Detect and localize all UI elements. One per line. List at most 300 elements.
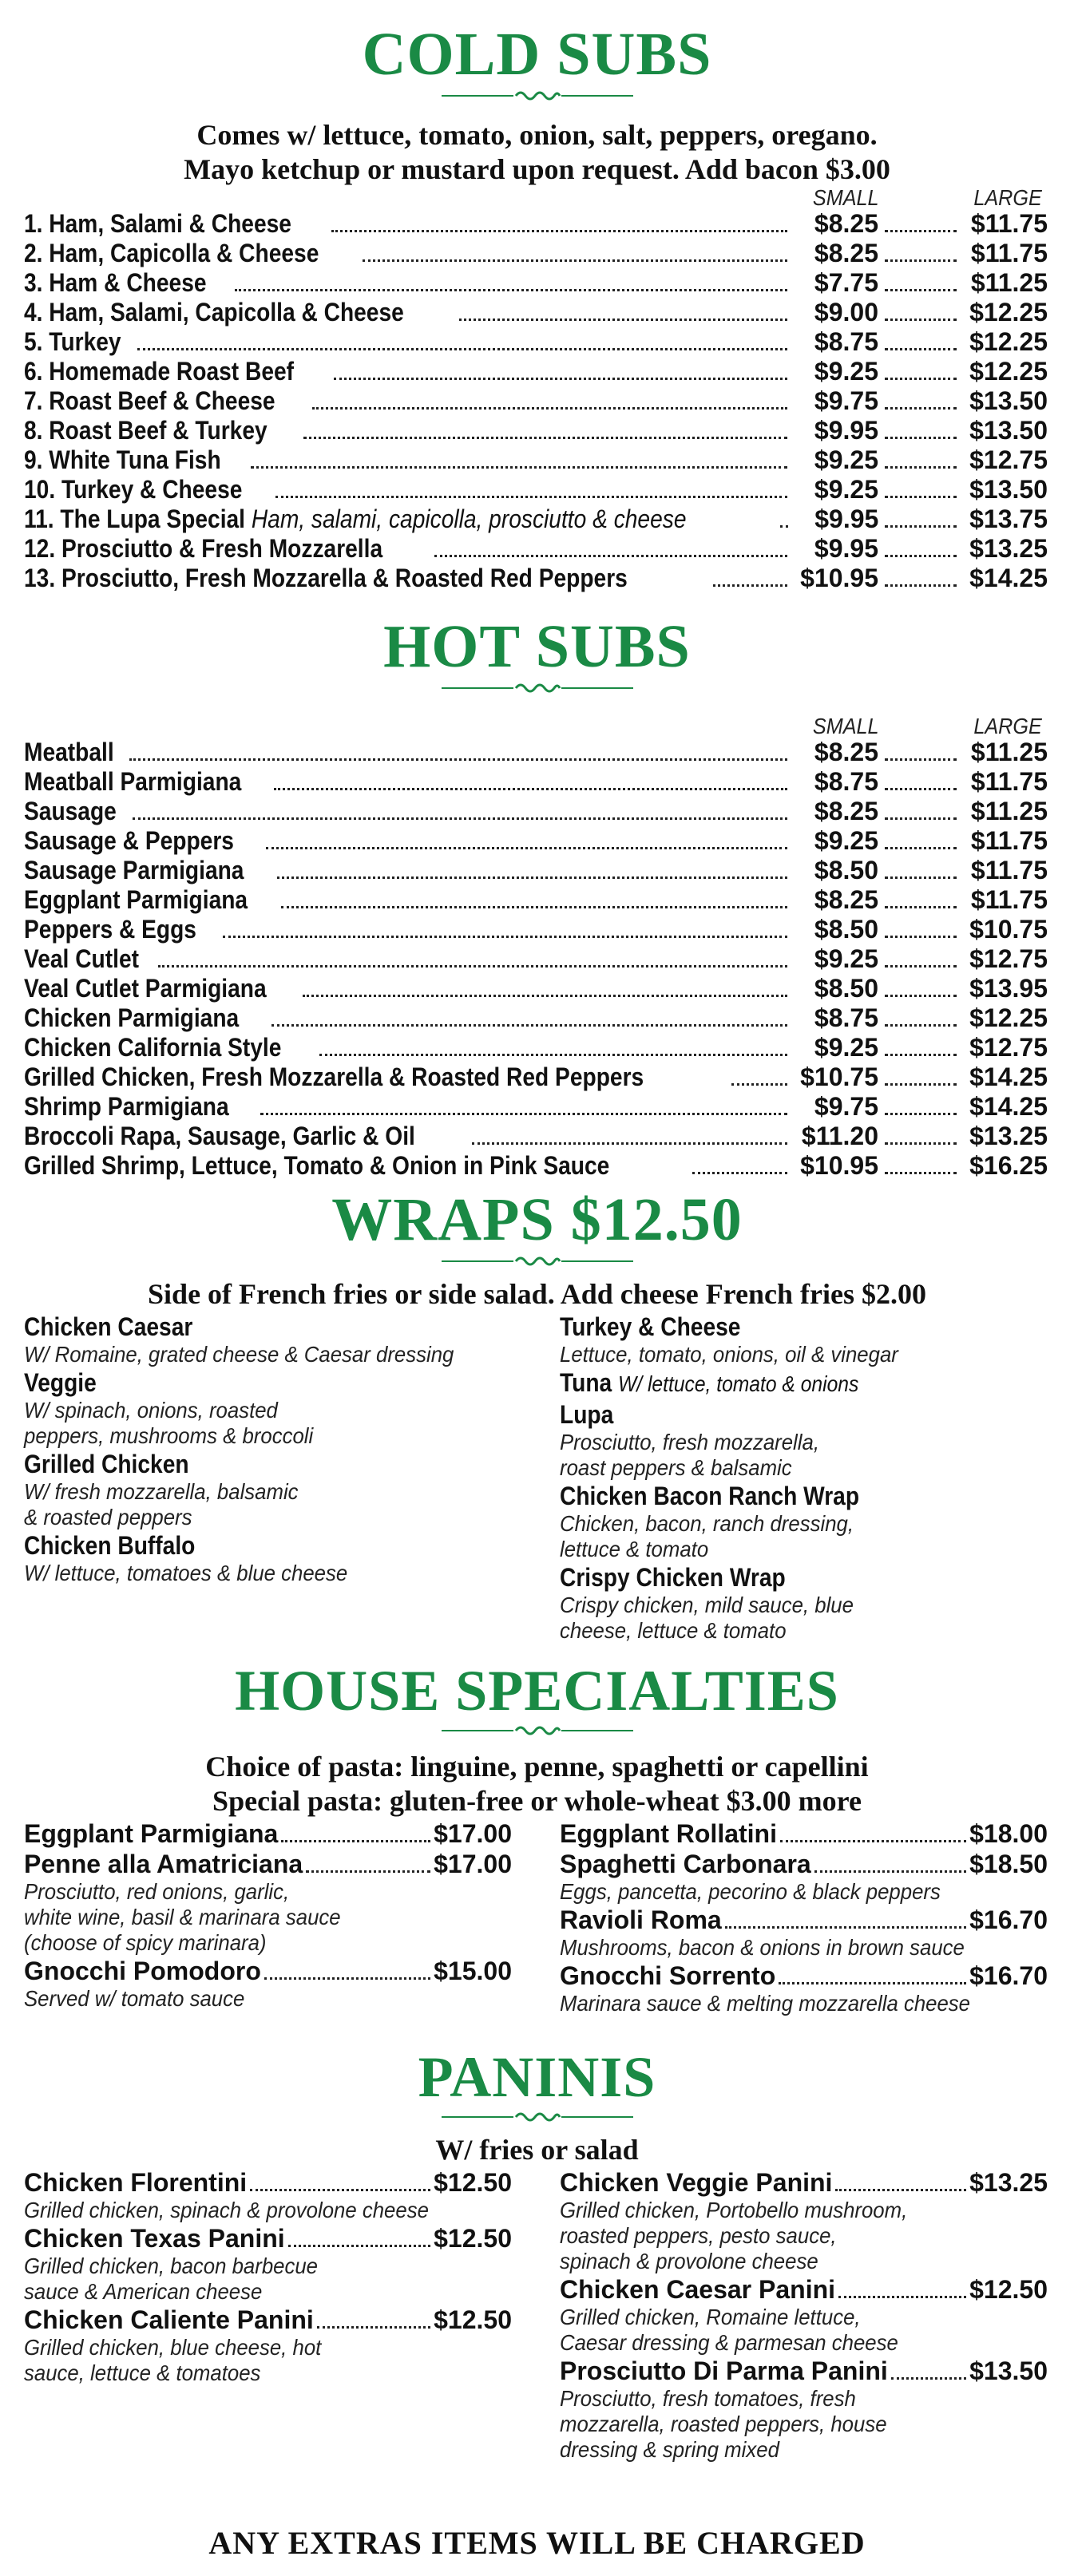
large-price: $12.25 [969, 1003, 1048, 1032]
menu-item-row [24, 357, 1048, 386]
item-name [24, 268, 207, 298]
hot-subs-section [0, 613, 1074, 1181]
house-list [24, 1818, 1048, 2016]
item-description: Grilled chicken, spinach & provolone cheese [24, 2198, 429, 2223]
item-name-text: 8. Roast Beef & Turkey [24, 416, 268, 445]
small-column-label: SMALL [812, 185, 879, 211]
ornament-divider-icon [438, 1723, 637, 1739]
small-price: $8.75 [814, 767, 878, 796]
small-price: $7.75 [814, 268, 878, 298]
item-name [24, 1062, 644, 1092]
large-price: $12.75 [969, 1033, 1048, 1062]
item-name [24, 797, 117, 826]
house-right-column [560, 1818, 1048, 2016]
item-name: Prosciutto Di Parma Panini [560, 2356, 888, 2386]
small-price: $9.25 [814, 944, 878, 973]
item-name-text: Meatball [24, 738, 114, 766]
dot-leader [250, 2189, 430, 2191]
menu-item-row [24, 944, 1048, 974]
dot-leader [277, 876, 787, 879]
small-price: $9.00 [814, 298, 878, 327]
dot-leader [713, 584, 787, 587]
large-price: $12.25 [969, 327, 1048, 357]
item-description: Prosciutto, fresh tomatoes, fresh mozzarella, roasted peppers, house dressing & spring mixed [560, 2386, 887, 2463]
hot-subs-column-headers [126, 715, 1048, 738]
dot-leader [885, 1172, 957, 1174]
item-name-text: 1. Ham, Salami & Cheese [24, 209, 291, 239]
item-name-text: Sausage [24, 797, 117, 825]
menu-item-row [24, 885, 1048, 915]
cold-subs-note-1: Comes w/ lettuce, tomato, onion, salt, peppers, oregano. [196, 119, 878, 151]
item-price: $12.50 [434, 2168, 512, 2198]
dot-leader [885, 1024, 957, 1027]
menu-item-row [560, 2356, 1048, 2386]
dot-leader [223, 936, 787, 938]
item-name: Chicken Florentini [24, 2168, 248, 2198]
dot-leader [885, 758, 957, 761]
dot-leader [133, 817, 787, 820]
item-name-text: 10. Turkey & Cheese [24, 475, 243, 505]
dot-leader [472, 1142, 787, 1145]
paninis-list [24, 2167, 1048, 2463]
item-name [24, 885, 248, 915]
dot-leader [885, 437, 957, 439]
item-description: Lettuce, tomato, onions, oil & vinegar [560, 1342, 898, 1367]
item-name [24, 1530, 454, 1561]
large-price: $11.25 [970, 738, 1048, 766]
item-name-text: 4. Ham, Salami, Capicolla & Cheese [24, 298, 404, 327]
item-name [24, 564, 628, 593]
item-name [24, 239, 319, 268]
item-name-text: 9. White Tuna Fish [24, 445, 221, 475]
item-name-text: Grilled Shrimp, Lettuce, Tomato & Onion in Pink Sauce [24, 1151, 610, 1180]
large-column-label: LARGE [973, 714, 1042, 738]
item-name [24, 298, 404, 327]
dot-leader [885, 348, 957, 350]
small-price: $10.95 [800, 564, 878, 593]
item-description: Grilled chicken, bacon barbecue sauce & American cheese [24, 2254, 319, 2305]
dot-leader [317, 2326, 430, 2329]
item-name: Chicken Caliente Panini [24, 2305, 314, 2335]
dot-leader [885, 1142, 957, 1145]
dot-leader [885, 876, 957, 879]
small-price: $9.95 [814, 534, 878, 564]
dot-leader [303, 437, 787, 439]
item-name [24, 738, 114, 767]
house-note-1: Choice of pasta: linguine, penne, spaghetti or capellini [205, 1751, 869, 1783]
item-price: $18.00 [969, 1819, 1048, 1849]
menu-item-row [24, 974, 1048, 1003]
item-name: Eggplant Parmigiana [24, 1819, 279, 1849]
cold-subs-title: COLD SUBS [362, 21, 712, 88]
dot-leader [885, 788, 957, 790]
dot-leader [281, 906, 787, 908]
paninis-note: W/ fries or salad [435, 2134, 639, 2166]
dot-leader [885, 525, 957, 528]
item-name: Penne alla Amatriciana [24, 1850, 303, 1879]
item-name [24, 386, 275, 416]
item-description: W/ fresh mozzarella, balsamic & roasted peppers [24, 1479, 299, 1530]
item-name [24, 1367, 454, 1398]
item-price: $16.70 [969, 1961, 1048, 1991]
item-name [560, 1481, 989, 1511]
menu-item-row [24, 767, 1048, 797]
small-price: $10.95 [800, 1151, 878, 1180]
item-description: Grilled chicken, Portobello mushroom, roasted peppers, pesto sauce, spinach & provolone cheese [560, 2198, 908, 2274]
item-name-text: Shrimp Parmigiana [24, 1092, 229, 1121]
large-price: $11.75 [970, 885, 1048, 914]
item-price: $12.50 [434, 2305, 512, 2335]
small-price: $8.50 [814, 856, 878, 884]
item-name [24, 915, 196, 944]
menu-item-row [24, 856, 1048, 885]
item-name [24, 505, 686, 534]
item-price: $12.50 [434, 2224, 512, 2254]
small-price: $8.75 [814, 1003, 878, 1032]
item-description: W/ lettuce, tomato & onions [617, 1371, 859, 1397]
item-name-text: Veggie [24, 1368, 97, 1398]
paninis-right-column [560, 2167, 1048, 2463]
menu-item-row [560, 1818, 1048, 1849]
large-price: $11.75 [970, 856, 1048, 884]
large-price: $12.25 [969, 298, 1048, 327]
item-name-text: Sausage Parmigiana [24, 856, 244, 884]
dot-leader [885, 230, 957, 232]
item-name [24, 1449, 454, 1479]
large-price: $11.25 [970, 797, 1048, 825]
item-name [24, 475, 242, 505]
item-name-text: Chicken Bacon Ranch Wrap [560, 1482, 860, 1511]
large-price: $14.25 [969, 1092, 1048, 1121]
dot-leader [885, 555, 957, 557]
dot-leader [434, 555, 787, 557]
menu-item-row [24, 416, 1048, 445]
item-name-text: 6. Homemade Roast Beef [24, 357, 295, 386]
large-price: $11.75 [970, 239, 1048, 268]
dot-leader [137, 348, 787, 350]
large-price: $10.75 [969, 915, 1048, 944]
item-name-text: 11. The Lupa Special [24, 505, 246, 534]
menu-item-row [24, 1033, 1048, 1062]
item-name [24, 445, 221, 475]
dot-leader [885, 407, 957, 410]
item-price: $16.70 [969, 1905, 1048, 1935]
dot-leader [885, 995, 957, 997]
large-price: $16.25 [969, 1151, 1048, 1180]
small-column-label: SMALL [812, 714, 879, 738]
small-price: $10.75 [800, 1062, 878, 1091]
menu-item-row [24, 327, 1048, 357]
house-note-2: Special pasta: gluten-free or whole-wheat $3.00 more [212, 1785, 862, 1818]
extras-charged-notice: ANY EXTRAS ITEMS WILL BE CHARGED [208, 2525, 866, 2561]
small-price: $9.75 [814, 1092, 878, 1121]
large-column-label: LARGE [973, 185, 1042, 211]
item-name: Chicken Texas Panini [24, 2224, 285, 2254]
item-name [24, 1122, 415, 1151]
item-name [560, 1312, 989, 1342]
wraps-note: Side of French fries or side salad. Add cheese French fries $2.00 [148, 1278, 926, 1310]
item-name-text: Meatball Parmigiana [24, 767, 242, 796]
large-price: $12.75 [969, 944, 1048, 973]
dot-leader [885, 817, 957, 820]
dot-leader [692, 1172, 787, 1174]
dot-leader [885, 847, 957, 849]
menu-item-row [24, 1151, 1048, 1181]
small-price: $9.25 [814, 475, 878, 505]
menu-item-row [24, 2167, 512, 2198]
menu-item-row [24, 209, 1048, 239]
menu-item-row [560, 1961, 1048, 1991]
paninis-title: PANINIS [418, 2045, 656, 2109]
dot-leader [319, 1054, 787, 1056]
dot-leader [885, 496, 957, 498]
menu-item-row [24, 1062, 1048, 1092]
ornament-divider-icon [438, 1253, 637, 1269]
small-price: $8.25 [814, 239, 878, 268]
item-name-text: Chicken California Style [24, 1033, 282, 1062]
small-price: $8.75 [814, 327, 878, 357]
wraps-right-column [560, 1312, 1048, 1644]
item-name-text: Eggplant Parmigiana [24, 885, 248, 914]
small-price: $9.25 [814, 826, 878, 855]
item-name-text: Grilled Chicken, Fresh Mozzarella & Roasted Red Peppers [24, 1062, 644, 1091]
large-price: $13.75 [969, 505, 1048, 534]
item-name [24, 974, 267, 1003]
dot-leader [885, 936, 957, 938]
dot-leader [306, 1870, 430, 1873]
item-name: Spaghetti Carbonara [560, 1850, 811, 1879]
dot-leader [129, 758, 787, 761]
paninis-left-column [24, 2167, 512, 2463]
item-price: $17.00 [434, 1819, 512, 1849]
item-name: Gnocchi Pomodoro [24, 1957, 261, 1986]
dot-leader [459, 319, 787, 321]
menu-item-row [24, 564, 1048, 593]
large-price: $12.75 [969, 445, 1048, 475]
menu-item-row [560, 1849, 1048, 1879]
item-name-text: Veal Cutlet Parmigiana [24, 974, 267, 1003]
dot-leader [780, 1840, 966, 1842]
small-price: $9.25 [814, 445, 878, 475]
small-price: $8.25 [814, 797, 878, 825]
large-price: $11.75 [970, 767, 1048, 796]
dot-leader [885, 1083, 957, 1086]
item-description: Crispy chicken, mild sauce, blue cheese, lettuce & tomato [560, 1593, 854, 1644]
item-name-text: Grilled Chicken [24, 1450, 189, 1479]
menu-item-row [560, 2167, 1048, 2198]
large-price: $14.25 [969, 1062, 1048, 1091]
item-name [24, 826, 234, 856]
menu-item-row [560, 2274, 1048, 2305]
wraps-left-column [24, 1312, 512, 1644]
large-price: $13.50 [969, 416, 1048, 445]
dot-leader [838, 2296, 966, 2298]
item-name-text: 3. Ham & Cheese [24, 268, 207, 298]
ornament-divider-icon [438, 2109, 637, 2125]
dot-leader [363, 259, 787, 262]
large-price: $11.75 [970, 209, 1048, 239]
item-price: $18.50 [969, 1850, 1048, 1879]
small-price: $8.25 [814, 738, 878, 766]
item-name-text: Chicken Buffalo [24, 1531, 196, 1561]
small-price: $8.50 [814, 974, 878, 1003]
dot-leader [281, 1840, 430, 1842]
menu-item-row [24, 505, 1048, 534]
large-price: $13.25 [969, 1122, 1048, 1150]
dot-leader [885, 906, 957, 908]
menu-item-row [24, 475, 1048, 505]
item-name: Chicken Caesar Panini [560, 2275, 836, 2305]
item-name-text: Broccoli Rapa, Sausage, Garlic & Oil [24, 1122, 415, 1150]
item-description: W/ lettuce, tomatoes & blue cheese [24, 1561, 348, 1586]
item-name-text: Peppers & Eggs [24, 915, 196, 944]
large-price: $13.50 [969, 475, 1048, 505]
item-description: Marinara sauce & melting mozzarella cheese [560, 1991, 971, 2016]
dot-leader [885, 1054, 957, 1056]
dot-leader [885, 378, 957, 380]
dot-leader [312, 407, 787, 410]
large-price: $11.25 [970, 268, 1048, 298]
item-name [24, 534, 382, 564]
item-description: Grilled chicken, Romaine lettuce, Caesar dressing & parmesan cheese [560, 2305, 898, 2356]
item-price: $12.50 [969, 2275, 1048, 2305]
item-name [24, 767, 241, 797]
item-name [560, 1399, 989, 1430]
large-price: $12.25 [969, 357, 1048, 386]
menu-item-row [24, 298, 1048, 327]
item-name-text: Chicken Caesar [24, 1312, 193, 1342]
item-name-text: Crispy Chicken Wrap [560, 1563, 786, 1593]
hot-subs-price-list [24, 715, 1048, 1181]
small-price: $9.25 [814, 357, 878, 386]
item-name-text: 7. Roast Beef & Cheese [24, 386, 275, 416]
dot-leader [885, 584, 957, 587]
item-name: Chicken Veggie Panini [560, 2168, 833, 2198]
item-description: Prosciutto, red onions, garlic, white wine, basil & marinara sauce (choose of spicy marinara) [24, 1879, 341, 1956]
item-name-text: Sausage & Peppers [24, 826, 234, 855]
item-name-text: Veal Cutlet [24, 944, 139, 973]
menu-item-row [24, 1092, 1048, 1122]
item-name [560, 1562, 989, 1593]
house-specialties-title: HOUSE SPECIALTIES [235, 1659, 839, 1723]
item-description: Prosciutto, fresh mozzarella, roast peppers & balsamic [560, 1430, 819, 1481]
large-price: $13.95 [969, 974, 1048, 1003]
house-left-column [24, 1818, 512, 2016]
item-name: Gnocchi Sorrento [560, 1961, 776, 1991]
small-price: $9.75 [814, 386, 878, 416]
item-price: $15.00 [434, 1957, 512, 1986]
menu-item-row [24, 738, 1048, 767]
paninis-section [0, 2045, 1074, 2463]
item-description: Eggs, pancetta, pecorino & black peppers [560, 1879, 941, 1905]
item-price: $13.50 [969, 2356, 1048, 2386]
dot-leader [780, 525, 788, 528]
item-name [24, 944, 139, 974]
dot-leader [275, 496, 787, 498]
large-price: $11.75 [970, 826, 1048, 855]
menu-item-row [24, 1818, 512, 1849]
item-name-text: Lupa [560, 1400, 614, 1430]
item-name [24, 327, 121, 357]
item-name [24, 209, 291, 239]
item-description: Grilled chicken, blue cheese, hot sauce, lettuce & tomatoes [24, 2335, 322, 2386]
menu-item-row [24, 239, 1048, 268]
cold-subs-section [0, 21, 1074, 593]
wraps-title: WRAPS $12.50 [331, 1186, 743, 1253]
item-name-text: Chicken Parmigiana [24, 1003, 240, 1032]
dot-leader [266, 847, 787, 849]
menu-item-row [24, 826, 1048, 856]
item-name [24, 357, 294, 386]
ornament-divider-icon [438, 88, 637, 104]
item-description: Ham, salami, capicolla, prosciutto & cheese [251, 505, 687, 534]
item-description: Chicken, bacon, ranch dressing, lettuce & tomato [560, 1511, 854, 1562]
dot-leader [260, 1113, 787, 1115]
dot-leader [334, 378, 787, 380]
item-name [24, 1003, 239, 1033]
menu-item-row [24, 1956, 512, 1986]
small-price: $9.95 [814, 416, 878, 445]
dot-leader [891, 2377, 966, 2380]
hot-subs-title: HOT SUBS [383, 613, 691, 680]
item-name [24, 856, 244, 885]
menu-item-row [24, 2223, 512, 2254]
menu-item-row [24, 1122, 1048, 1151]
item-price: $13.25 [969, 2168, 1048, 2198]
item-name [24, 1033, 281, 1062]
menu-item-row [24, 534, 1048, 564]
item-name-text: 5. Turkey [24, 327, 121, 357]
cold-subs-price-list [24, 187, 1048, 593]
menu-item-row [24, 2305, 512, 2335]
dot-leader [251, 466, 787, 469]
item-name-text: 2. Ham, Capicolla & Cheese [24, 239, 319, 268]
item-name [24, 1312, 454, 1342]
dot-leader [885, 1113, 957, 1115]
dot-leader [288, 2245, 430, 2247]
dot-leader [885, 319, 957, 321]
cold-subs-note-2: Mayo ketchup or mustard upon request. Add bacon $3.00 [184, 153, 890, 186]
small-price: $11.20 [801, 1122, 878, 1150]
menu-item-row [24, 445, 1048, 475]
item-description: Served w/ tomato sauce [24, 1986, 245, 2012]
cold-subs-column-headers [126, 187, 1048, 209]
dot-leader [779, 1982, 966, 1984]
dot-leader [731, 1083, 787, 1086]
small-price: $8.25 [814, 209, 878, 239]
large-price: $13.25 [969, 534, 1048, 564]
large-price: $14.25 [969, 564, 1048, 593]
menu-item-row [24, 797, 1048, 826]
dot-leader [271, 1024, 787, 1027]
dot-leader [814, 1870, 966, 1873]
dot-leader [274, 788, 787, 790]
item-price: $17.00 [434, 1850, 512, 1879]
item-name [24, 1151, 609, 1181]
item-name-text: Tuna [560, 1368, 612, 1398]
item-name-text: 12. Prosciutto & Fresh Mozzarella [24, 534, 383, 564]
item-name: Eggplant Rollatini [560, 1819, 777, 1849]
dot-leader [264, 1977, 430, 1980]
ornament-divider-icon [438, 680, 637, 696]
menu-item-row [24, 268, 1048, 298]
item-name: Ravioli Roma [560, 1905, 722, 1935]
dot-leader [331, 230, 787, 232]
small-price: $9.95 [814, 505, 879, 534]
dot-leader [835, 2189, 966, 2191]
menu-item-row [24, 1849, 512, 1879]
dot-leader [303, 995, 787, 997]
